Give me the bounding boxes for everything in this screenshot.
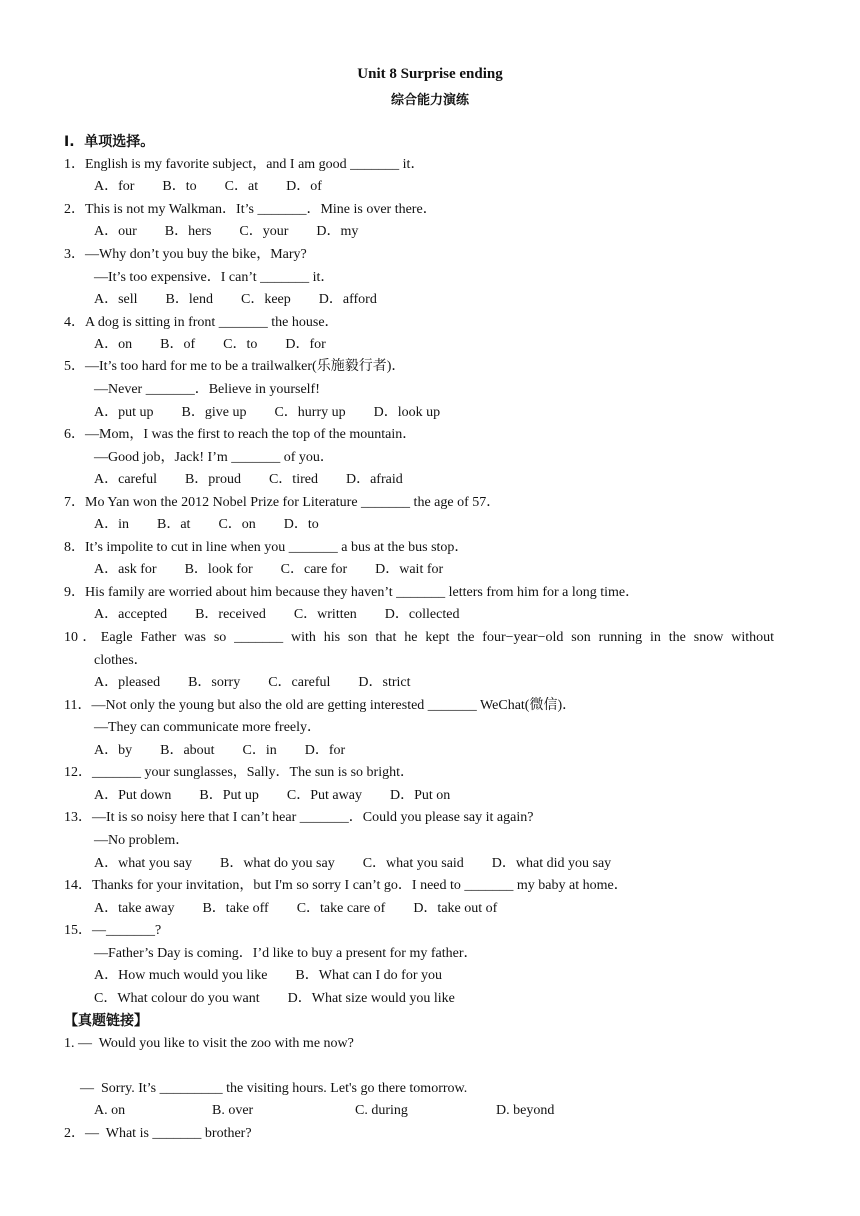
question-10-stem-continued: clothes． — [94, 653, 148, 668]
page-subtitle: 综合能力演练 — [390, 93, 469, 108]
question-8-stem: 8．It’s impolite to cut in line when you _______ a bus at the bus stop． — [64, 540, 469, 555]
question-6-stem: 6．—Mom，I was the first to reach the top of the mountain． — [64, 427, 417, 442]
question-10-options: A．pleased B．sorry C．careful D．strict — [94, 675, 411, 690]
question-7-stem: 7．Mo Yan won the 2012 Nobel Prize for Literature _______ the age of 57． — [64, 495, 501, 510]
question-13-stem-reply: —No problem． — [94, 833, 190, 848]
question-8-options: A．ask for B．look for C．care for D．wait for — [94, 562, 444, 577]
exam-question-2-stem: 2．— What is _______ brother? — [64, 1126, 252, 1141]
question-2-options: A．our B．hers C．your D．my — [94, 224, 359, 239]
question-3-options: A．sell B．lend C．keep D．afford — [94, 292, 377, 307]
question-2-stem: 2．This is not my Walkman．It’s _______．Mine is over there． — [64, 202, 437, 217]
exam-question-1-stem: 1. — Would you like to visit the zoo with me now? — [64, 1036, 354, 1051]
question-3-stem-reply: —It’s too expensive．I can’t _______ it． — [94, 270, 335, 285]
question-15-options-row2: C．What colour do you want D．What size would you like — [94, 991, 455, 1006]
question-4-options: A．on B．of C．to D．for — [94, 337, 326, 352]
question-13-stem: 13．—It is so noisy here that I can’t hear _______．Could you please say it again? — [64, 810, 534, 825]
question-14-options: A．take away B．take off C．take care of D．take out of — [94, 901, 498, 916]
question-11-stem-reply: —They can communicate more freely． — [94, 720, 322, 735]
question-5-stem-reply: —Never _______．Believe in yourself! — [94, 382, 320, 397]
question-12-stem: 12．_______ your sunglasses，Sally．The sun is so bright． — [64, 765, 414, 780]
question-14-stem: 14．Thanks for your invitation，but I'm so sorry I can’t go．I need to _______ my baby at home． — [64, 878, 628, 893]
question-3-stem: 3．—Why don’t you buy the bike，Mary? — [64, 247, 307, 262]
exam-question-1-reply: — Sorry. It’s _________ the visiting hours. Let's go there tomorrow. — [80, 1081, 468, 1096]
question-5-options: A．put up B．give up C．hurry up D．look up — [94, 405, 441, 420]
question-5-stem: 5．—It’s too hard for me to be a trailwalker(乐施毅行者)． — [64, 359, 406, 374]
exam-question-1-option-d: D. beyond — [496, 1103, 555, 1118]
question-1-stem: 1．English is my favorite subject，and I am good _______ it． — [64, 157, 425, 172]
question-11-stem: 11．—Not only the young but also the old are getting interested _______ WeChat(微信)． — [64, 698, 577, 713]
page-title: Unit 8 Surprise ending — [357, 66, 503, 82]
question-9-stem: 9．His family are worried about him because they haven’t _______ letters from him for a long time． — [64, 585, 640, 600]
question-15-stem-reply: —Father’s Day is coming．I’d like to buy a present for my father． — [94, 946, 478, 961]
exam-question-1-option-b: B. over — [212, 1103, 254, 1118]
question-6-options: A．careful B．proud C．tired D．afraid — [94, 472, 403, 487]
question-10-stem: 10．Eagle Father was so _______ with his son that he kept the four−year−old son running in the snow without — [64, 630, 774, 645]
section-heading-single-choice: I. 单项选择。 — [64, 134, 155, 150]
question-11-options: A．by B．about C．in D．for — [94, 743, 346, 758]
question-13-options: A．what you say B．what do you say C．what you said D．what did you say — [94, 856, 612, 871]
exam-question-1-option-a: A. on — [94, 1103, 126, 1118]
question-7-options: A．in B．at C．on D．to — [94, 517, 319, 532]
exam-question-1-option-c: C. during — [355, 1103, 408, 1118]
section-heading-exam-link: 【真题链接】 — [64, 1013, 148, 1029]
question-12-options: A．Put down B．Put up C．Put away D．Put on — [94, 788, 451, 803]
question-1-options: A．for B．to C．at D．of — [94, 179, 322, 194]
question-4-stem: 4．A dog is sitting in front _______ the house． — [64, 315, 339, 330]
question-6-stem-reply: —Good job，Jack! I’m _______ of you． — [94, 450, 334, 465]
question-15-options-row1: A．How much would you like B．What can I do for you — [94, 968, 442, 983]
question-15-stem: 15．—_______? — [64, 923, 162, 938]
question-9-options: A．accepted B．received C．written D．collected — [94, 607, 460, 622]
